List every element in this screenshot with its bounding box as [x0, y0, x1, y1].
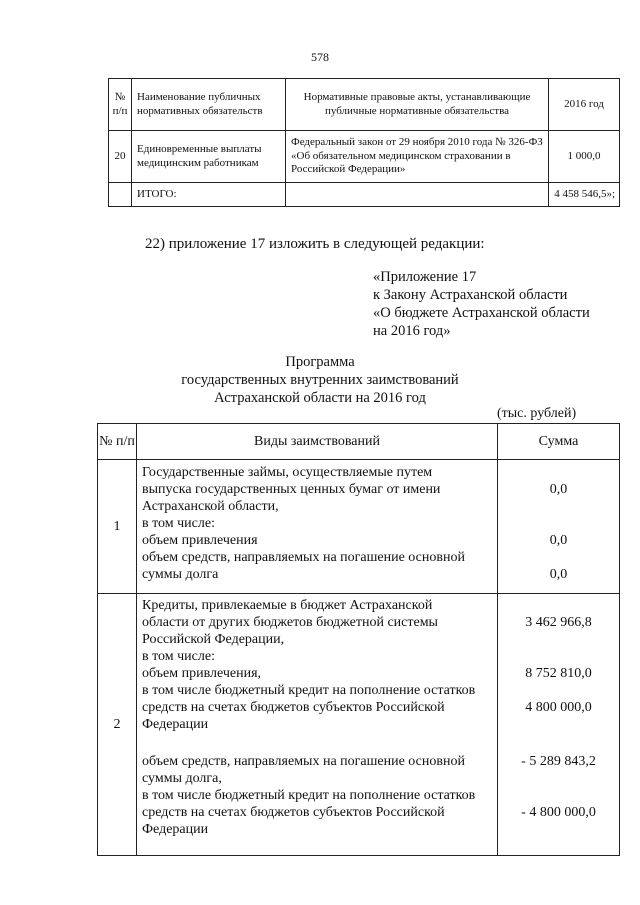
- borrowings-table: [97, 423, 620, 856]
- desc-line: Кредиты, привлекаемые в бюджет Астраханской: [142, 598, 433, 613]
- header-year: 2016 год: [549, 79, 620, 131]
- header-sum: Сумма: [498, 424, 620, 460]
- appendix-line: «Приложение 17: [373, 269, 477, 285]
- desc-line: объем средств, направляемых на погашение основной: [142, 550, 465, 565]
- appendix-line: на 2016 год»: [373, 323, 451, 339]
- sum-value: - 5 289 843,2: [521, 754, 596, 769]
- page-number: 578: [311, 50, 329, 64]
- title-line: Программа: [285, 354, 355, 370]
- row-acts: Федеральный закон от 29 ноября 2010 года № 326-ФЗ «Об обязательном медицинском страховании в Российской Федерации»: [286, 131, 549, 183]
- table-header-row: [109, 79, 620, 131]
- desc-line: объем средств, направляемых на погашение основной: [142, 754, 465, 769]
- row-sums: [498, 460, 620, 594]
- row-value: 1 000,0: [549, 131, 620, 183]
- title-line: Астраханской области на 2016 год: [214, 390, 426, 406]
- desc-line: объем привлечения: [142, 533, 258, 548]
- total-row: [109, 183, 620, 207]
- table-row: [109, 131, 620, 183]
- units-label: (тыс. рублей): [497, 406, 577, 421]
- desc-line: Федерации: [142, 822, 209, 837]
- program-title: [0, 353, 640, 407]
- header-name: Наименование публичных нормативных обязательств: [132, 79, 286, 131]
- desc-line: Государственные займы, осуществляемые путем: [142, 465, 433, 480]
- sum-value: 0,0: [549, 567, 568, 582]
- desc-line: Федерации: [142, 717, 209, 732]
- desc-line: Российской Федерации,: [142, 632, 285, 647]
- sum-value: 3 462 966,8: [525, 615, 592, 630]
- appendix-header: [373, 268, 590, 340]
- desc-line: Астраханской области,: [142, 499, 279, 514]
- total-value: 4 458 546,5»;: [549, 183, 620, 207]
- header-kind: Виды заимствований: [137, 424, 498, 460]
- desc-line: выпуска государственных ценных бумаг от имени: [142, 482, 441, 497]
- appendix-line: «О бюджете Астраханской области: [373, 305, 590, 321]
- sum-value: 0,0: [549, 482, 568, 497]
- table-header-row: [98, 424, 620, 460]
- desc-line: объем привлечения,: [142, 666, 262, 681]
- obligations-table: [108, 78, 620, 207]
- desc-line: в том числе:: [142, 649, 215, 664]
- header-num: № п/п: [109, 79, 132, 131]
- total-label: ИТОГО:: [132, 183, 286, 207]
- sum-value: 4 800 000,0: [525, 700, 592, 715]
- sum-value: - 4 800 000,0: [521, 805, 596, 820]
- sum-value: 8 752 810,0: [525, 666, 592, 681]
- table-row: [98, 594, 620, 856]
- desc-line: средств на счетах бюджетов субъектов Российской: [142, 700, 445, 715]
- row-sums: [498, 594, 620, 856]
- title-line: государственных внутренних заимствований: [181, 372, 459, 388]
- header-num: № п/п: [98, 424, 137, 460]
- row-num: 2: [98, 594, 137, 856]
- desc-line: суммы долга: [142, 567, 219, 582]
- row-name: Единовременные выплаты медицинским работникам: [132, 131, 286, 183]
- desc-line: в том числе бюджетный кредит на пополнение остатков: [142, 683, 476, 698]
- header-acts: Нормативные правовые акты, устанавливающие публичные нормативные обязательства: [286, 79, 549, 131]
- row-description: [137, 594, 498, 856]
- desc-line: в том числе:: [142, 516, 215, 531]
- row-num: 1: [98, 460, 137, 594]
- appendix-line: к Закону Астраханской области: [373, 287, 568, 303]
- desc-line: области от других бюджетов бюджетной системы: [142, 615, 438, 630]
- table-row: [98, 460, 620, 594]
- desc-line: суммы долга,: [142, 771, 222, 786]
- amendment-text: 22) приложение 17 изложить в следующей редакции:: [145, 236, 485, 252]
- row-description: [137, 460, 498, 594]
- sum-value: 0,0: [549, 533, 568, 548]
- desc-line: в том числе бюджетный кредит на пополнение остатков: [142, 788, 476, 803]
- desc-line: [142, 733, 497, 753]
- desc-line: средств на счетах бюджетов субъектов Российской: [142, 805, 445, 820]
- row-num: 20: [109, 131, 132, 183]
